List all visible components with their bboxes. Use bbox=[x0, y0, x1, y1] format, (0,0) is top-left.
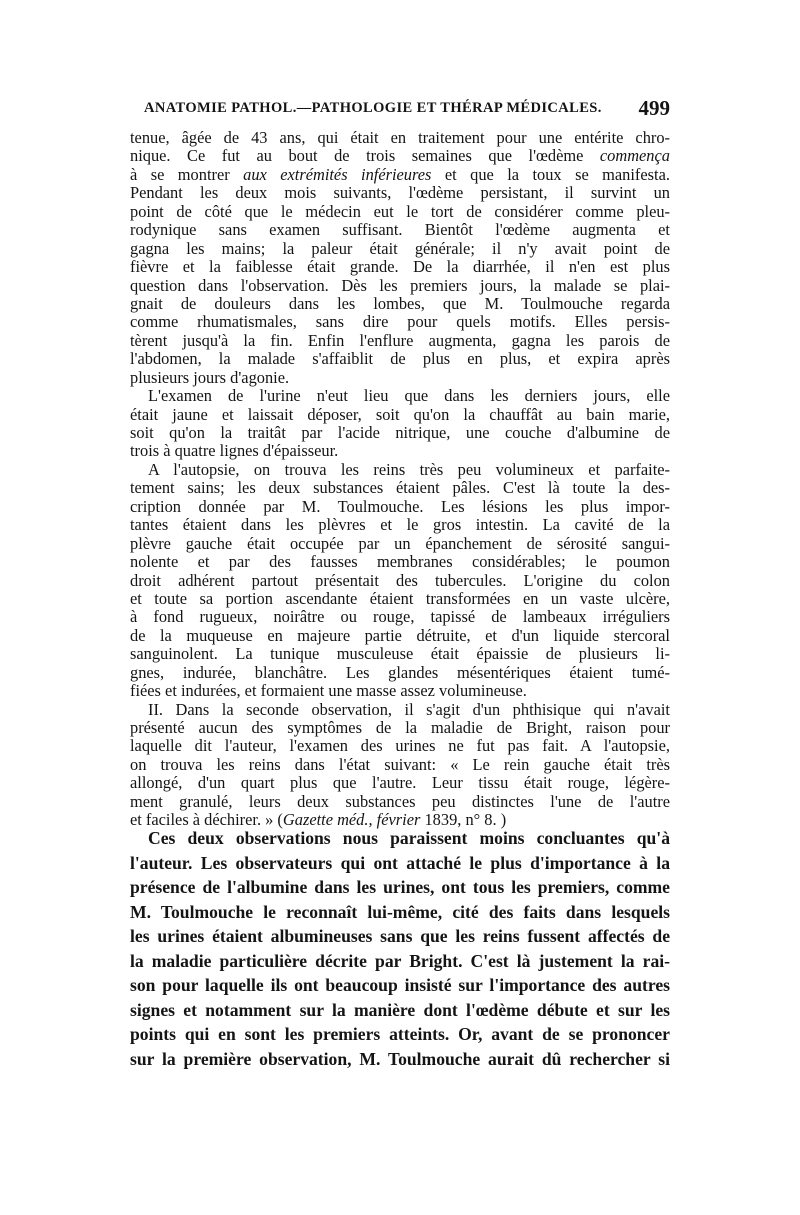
text-line: on trouva les reins dans l'état suivant: « Le rein gauche était très bbox=[130, 754, 670, 774]
text-line: laquelle dit l'auteur, l'examen des urines ne fut pas fait. A l'autopsie, bbox=[130, 736, 670, 756]
page-number: 499 bbox=[638, 96, 670, 120]
text-line: comme rhumatismales, sans dire pour quels motifs. Elles persis- bbox=[130, 312, 670, 332]
text-line: signes et notamment sur la manière dont l'œdème débute et sur les bbox=[130, 999, 670, 1020]
text-line: allongé, d'un quart plus que l'autre. Leur tissu était rouge, légère- bbox=[130, 773, 670, 793]
text-line: fièvre et la faiblesse était grande. De la diarrhée, il n'en est plus bbox=[130, 257, 670, 277]
text-line: ment granulé, leurs deux substances peu distinctes l'une de l'autre bbox=[130, 791, 670, 811]
text-line: à se montrer aux extrémités inférieures et que la toux se manifesta. bbox=[130, 164, 670, 184]
text-line: trois à quatre lignes d'épaisseur. bbox=[130, 441, 339, 461]
text-line: nolente et par des fausses membranes considérables; le poumon bbox=[130, 552, 670, 572]
text-line: II. Dans la seconde observation, il s'agit d'un phthisique qui n'avait bbox=[148, 699, 670, 719]
running-title: ANATOMIE PATHOL.—PATHOLOGIE ET THÉRAP MÉDICALES. bbox=[144, 100, 602, 116]
text-line: les urines étaient albumineuses sans que les reins fussent affectés de bbox=[130, 926, 670, 947]
text-line: points qui en sont les premiers atteints. Or, avant de se prononcer bbox=[130, 1024, 670, 1045]
text-line: rodynique sans examen suffisant. Bientôt l'œdème augmenta et bbox=[130, 220, 670, 240]
citation-source: Gazette méd., février bbox=[282, 810, 421, 830]
text-line: M. Toulmouche le reconnaît lui-même, cité des faits dans lesquels bbox=[130, 901, 670, 922]
text-line: présence de l'albumine dans les urines, ont tous les premiers, comme bbox=[130, 877, 670, 898]
text-line: tement sains; les deux substances étaient pâles. C'est là toute la des- bbox=[130, 478, 670, 498]
text-line: plèvre gauche était occupée par un épanchement de sérosité sangui- bbox=[130, 533, 670, 553]
text-line: son pour laquelle ils ont beaucoup insisté sur l'importance des autres bbox=[130, 975, 670, 996]
text-line: fiées et indurées, et formaient une masse assez volumineuse. bbox=[130, 681, 527, 701]
text-line: et faciles à déchirer. » (Gazette méd., février 1839, n° 8. ) bbox=[130, 810, 507, 830]
text-line: présenté aucun des symptômes de la maladie de Bright, raison pour bbox=[130, 718, 670, 737]
text-line: à fond rugueux, noirâtre ou rouge, tapissé de lambeaux irréguliers bbox=[130, 607, 670, 627]
text-line: était jaune et laissait déposer, soit qu'on la chauffât au bain marie, bbox=[130, 404, 670, 424]
text-line: point de côté que le médecin eut le tort de considérer comme pleu- bbox=[130, 201, 670, 221]
text-line: droit adhérent partout présentait des tubercules. L'origine du colon bbox=[130, 570, 670, 590]
commentary-text bbox=[130, 826, 670, 1071]
page-header bbox=[132, 98, 670, 124]
text-line: gnait de douleurs dans les lombes, que M. Toulmouche regarda bbox=[130, 293, 670, 313]
text-line: de la muqueuse en majeure partie détruite, et d'un liquide stercoral bbox=[130, 625, 670, 645]
observation-text bbox=[130, 129, 670, 830]
text-line: A l'autopsie, on trouva les reins très peu volumineux et parfaite- bbox=[148, 459, 670, 479]
text-line: plusieurs jours d'agonie. bbox=[130, 367, 290, 387]
text-line: L'examen de l'urine n'eut lieu que dans les derniers jours, elle bbox=[148, 386, 670, 406]
text-line: Ces deux observations nous paraissent moins concluantes qu'à bbox=[148, 828, 670, 848]
text-line: tenue, âgée de 43 ans, qui était en traitement pour une entérite chro- bbox=[130, 128, 670, 147]
text-line: question dans l'observation. Dès les premiers jours, la malade se plai- bbox=[130, 275, 670, 295]
text-line: tèrent jusqu'à la fin. Enfin l'enflure augmenta, gagna les parois de bbox=[130, 330, 670, 350]
text-line: la maladie particulière décrite par Bright. C'est là justement la rai- bbox=[130, 950, 670, 971]
text-line: cription donnée par M. Toulmouche. Les lésions les plus impor- bbox=[130, 496, 670, 516]
text-line: sur la première observation, M. Toulmouche aurait dû rechercher si bbox=[130, 1048, 670, 1069]
text-line: Pendant les deux mois suivants, l'œdème persistant, il survint un bbox=[130, 183, 670, 203]
text-line: sanguinolent. La tunique musculeuse était épaissie de plusieurs li- bbox=[130, 644, 670, 664]
text-line: soit qu'on la traitât par l'acide nitrique, une couche d'albumine de bbox=[130, 423, 670, 442]
text-line: gagna les mains; la paleur était générale; il n'y avait point de bbox=[130, 238, 670, 258]
text-line: gnes, indurée, blanchâtre. Les glandes mésentériques étaient tumé- bbox=[130, 662, 670, 682]
text-line: nique. Ce fut au bout de trois semaines que l'œdème commença bbox=[130, 146, 670, 166]
text-line: l'abdomen, la malade s'affaiblit de plus en plus, et expira après bbox=[130, 349, 670, 369]
text-line: l'auteur. Les observateurs qui ont attaché le plus d'importance à la bbox=[130, 852, 670, 873]
text-line: et toute sa portion ascendante étaient transformées en un vaste ulcère, bbox=[130, 588, 670, 608]
text-line: tantes étaient dans les plèvres et le gros intestin. La cavité de la bbox=[130, 515, 670, 535]
